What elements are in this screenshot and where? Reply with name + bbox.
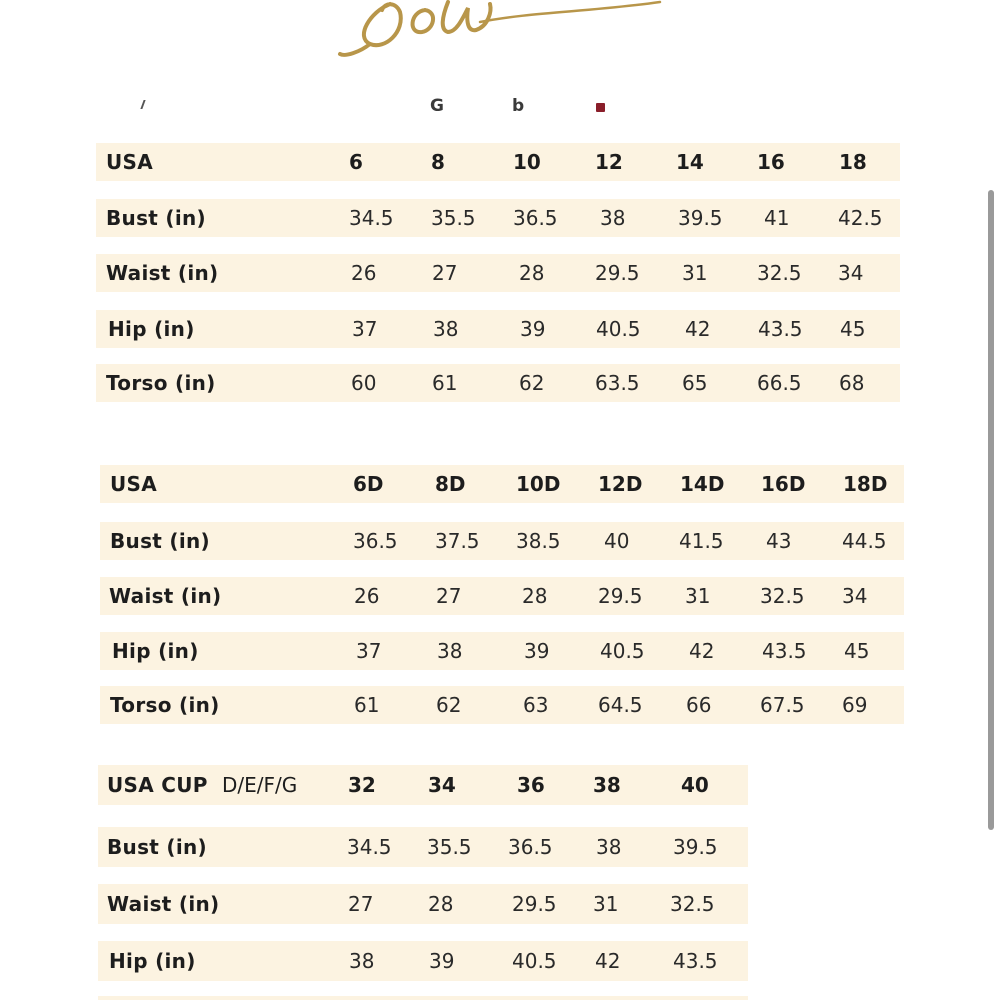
table-cell: 68: [839, 371, 865, 395]
scrollbar[interactable]: [988, 190, 994, 830]
size-header: 16D: [761, 472, 806, 496]
table-cell: 36.5: [513, 206, 558, 230]
stray-mark-b: b: [512, 96, 525, 116]
table-cell: 45: [844, 639, 870, 663]
table-cell: 34: [838, 261, 864, 285]
table-cell: 27: [432, 261, 458, 285]
table-row: [98, 884, 748, 924]
header-label: USA: [110, 472, 158, 496]
table-cell: 62: [519, 371, 545, 395]
table-cell: 39.5: [678, 206, 723, 230]
size-header: 8: [431, 150, 445, 174]
stray-mark-dot: [596, 103, 605, 112]
table-cell: 38: [433, 317, 459, 341]
table-cell: 35.5: [427, 835, 472, 859]
table-cell: 29.5: [598, 584, 643, 608]
table-cell: 41.5: [679, 529, 724, 553]
table-cell: 38.5: [516, 529, 561, 553]
size-header: 14: [676, 150, 704, 174]
table-cell: 32.5: [757, 261, 802, 285]
table-cell: 39: [524, 639, 550, 663]
row-label: Hip (in): [109, 949, 196, 973]
table-row: [98, 941, 748, 981]
table-cell: 28: [522, 584, 548, 608]
table-cell: 66.5: [757, 371, 802, 395]
table-cell: 61: [354, 693, 380, 717]
size-header: 32: [348, 773, 376, 797]
size-header: 10D: [516, 472, 561, 496]
size-header: 6: [349, 150, 363, 174]
size-header: 36: [517, 773, 545, 797]
table-header-row: [98, 765, 748, 805]
table-row: [98, 827, 748, 867]
row-label: Bust (in): [106, 206, 206, 230]
table-cell: 34.5: [347, 835, 392, 859]
size-header: 38: [593, 773, 621, 797]
table-cell: 37: [356, 639, 382, 663]
table-cell: 28: [428, 892, 454, 916]
table-row: [100, 577, 904, 615]
table-cell: 44.5: [842, 529, 887, 553]
table-cell: 38: [596, 835, 622, 859]
table-row: [100, 522, 904, 560]
row-label: Hip (in): [108, 317, 195, 341]
table-row: [100, 632, 904, 670]
table-cell: 60: [351, 371, 377, 395]
table-cell: 42.5: [838, 206, 883, 230]
table-cell: 38: [600, 206, 626, 230]
table-cell: 40: [604, 529, 630, 553]
table-cell: 31: [593, 892, 619, 916]
stray-mark-tick: [140, 100, 145, 109]
table-cell: 41: [764, 206, 790, 230]
table-cell: 35.5: [431, 206, 476, 230]
table-header-row: [100, 465, 904, 503]
table-cell: 39.5: [673, 835, 718, 859]
table-cell: 27: [436, 584, 462, 608]
table-cell: 34.5: [349, 206, 394, 230]
row-label: Waist (in): [106, 261, 219, 285]
table-cell: 39: [429, 949, 455, 973]
table-cell: 34: [842, 584, 868, 608]
size-header: 34: [428, 773, 456, 797]
table-cell: 37.5: [435, 529, 480, 553]
table-cell: 43.5: [758, 317, 803, 341]
row-label: Torso (in): [106, 371, 216, 395]
size-header: 12D: [598, 472, 643, 496]
table-cell: 32.5: [670, 892, 715, 916]
table-row: [96, 364, 900, 402]
table-cell: 61: [432, 371, 458, 395]
size-header: 10: [513, 150, 541, 174]
table-cell: 63: [523, 693, 549, 717]
table-row-partial: [98, 996, 748, 1000]
table-cell: 32.5: [760, 584, 805, 608]
header-label: USA CUP: [107, 773, 208, 797]
table-cell: 65: [682, 371, 708, 395]
table-cell: 39: [520, 317, 546, 341]
table-cell: 38: [349, 949, 375, 973]
table-row: [100, 686, 904, 724]
table-cell: 43.5: [673, 949, 718, 973]
table-cell: 29.5: [595, 261, 640, 285]
table-cell: 67.5: [760, 693, 805, 717]
size-header: 18: [839, 150, 867, 174]
table-cell: 26: [351, 261, 377, 285]
row-label: Waist (in): [109, 584, 222, 608]
table-cell: 36.5: [353, 529, 398, 553]
table-cell: 26: [354, 584, 380, 608]
row-label: Bust (in): [107, 835, 207, 859]
table-cell: 27: [348, 892, 374, 916]
table-cell: 69: [842, 693, 868, 717]
table-cell: 37: [352, 317, 378, 341]
size-header: 14D: [680, 472, 725, 496]
row-label: Waist (in): [107, 892, 220, 916]
table-cell: 31: [682, 261, 708, 285]
table-cell: 29.5: [512, 892, 557, 916]
table-cell: 43.5: [762, 639, 807, 663]
table-header-row: [96, 143, 900, 181]
size-header: 40: [681, 773, 709, 797]
table-cell: 31: [685, 584, 711, 608]
table-cell: 62: [436, 693, 462, 717]
table-cell: 42: [595, 949, 621, 973]
table-cell: 40.5: [596, 317, 641, 341]
stray-mark-g: G: [430, 96, 444, 116]
table-cell: 64.5: [598, 693, 643, 717]
size-header: 6D: [353, 472, 384, 496]
table-cell: 40.5: [600, 639, 645, 663]
table-cell: 42: [685, 317, 711, 341]
table-cell: 45: [840, 317, 866, 341]
row-label: Hip (in): [112, 639, 199, 663]
table-row: [96, 310, 900, 348]
size-header: 18D: [843, 472, 888, 496]
row-label: Torso (in): [110, 693, 220, 717]
header-label: USA: [106, 150, 154, 174]
size-header: 8D: [435, 472, 466, 496]
size-header: 16: [757, 150, 785, 174]
table-row: [96, 254, 900, 292]
table-cell: 40.5: [512, 949, 557, 973]
table-cell: 42: [689, 639, 715, 663]
header-label-suffix: D/E/F/G: [222, 773, 298, 797]
table-cell: 43: [766, 529, 792, 553]
table-cell: 36.5: [508, 835, 553, 859]
table-cell: 63.5: [595, 371, 640, 395]
table-cell: 28: [519, 261, 545, 285]
table-row: [96, 199, 900, 237]
row-label: Bust (in): [110, 529, 210, 553]
table-cell: 66: [686, 693, 712, 717]
table-cell: 38: [437, 639, 463, 663]
size-header: 12: [595, 150, 623, 174]
brand-logo-script: [330, 0, 670, 62]
